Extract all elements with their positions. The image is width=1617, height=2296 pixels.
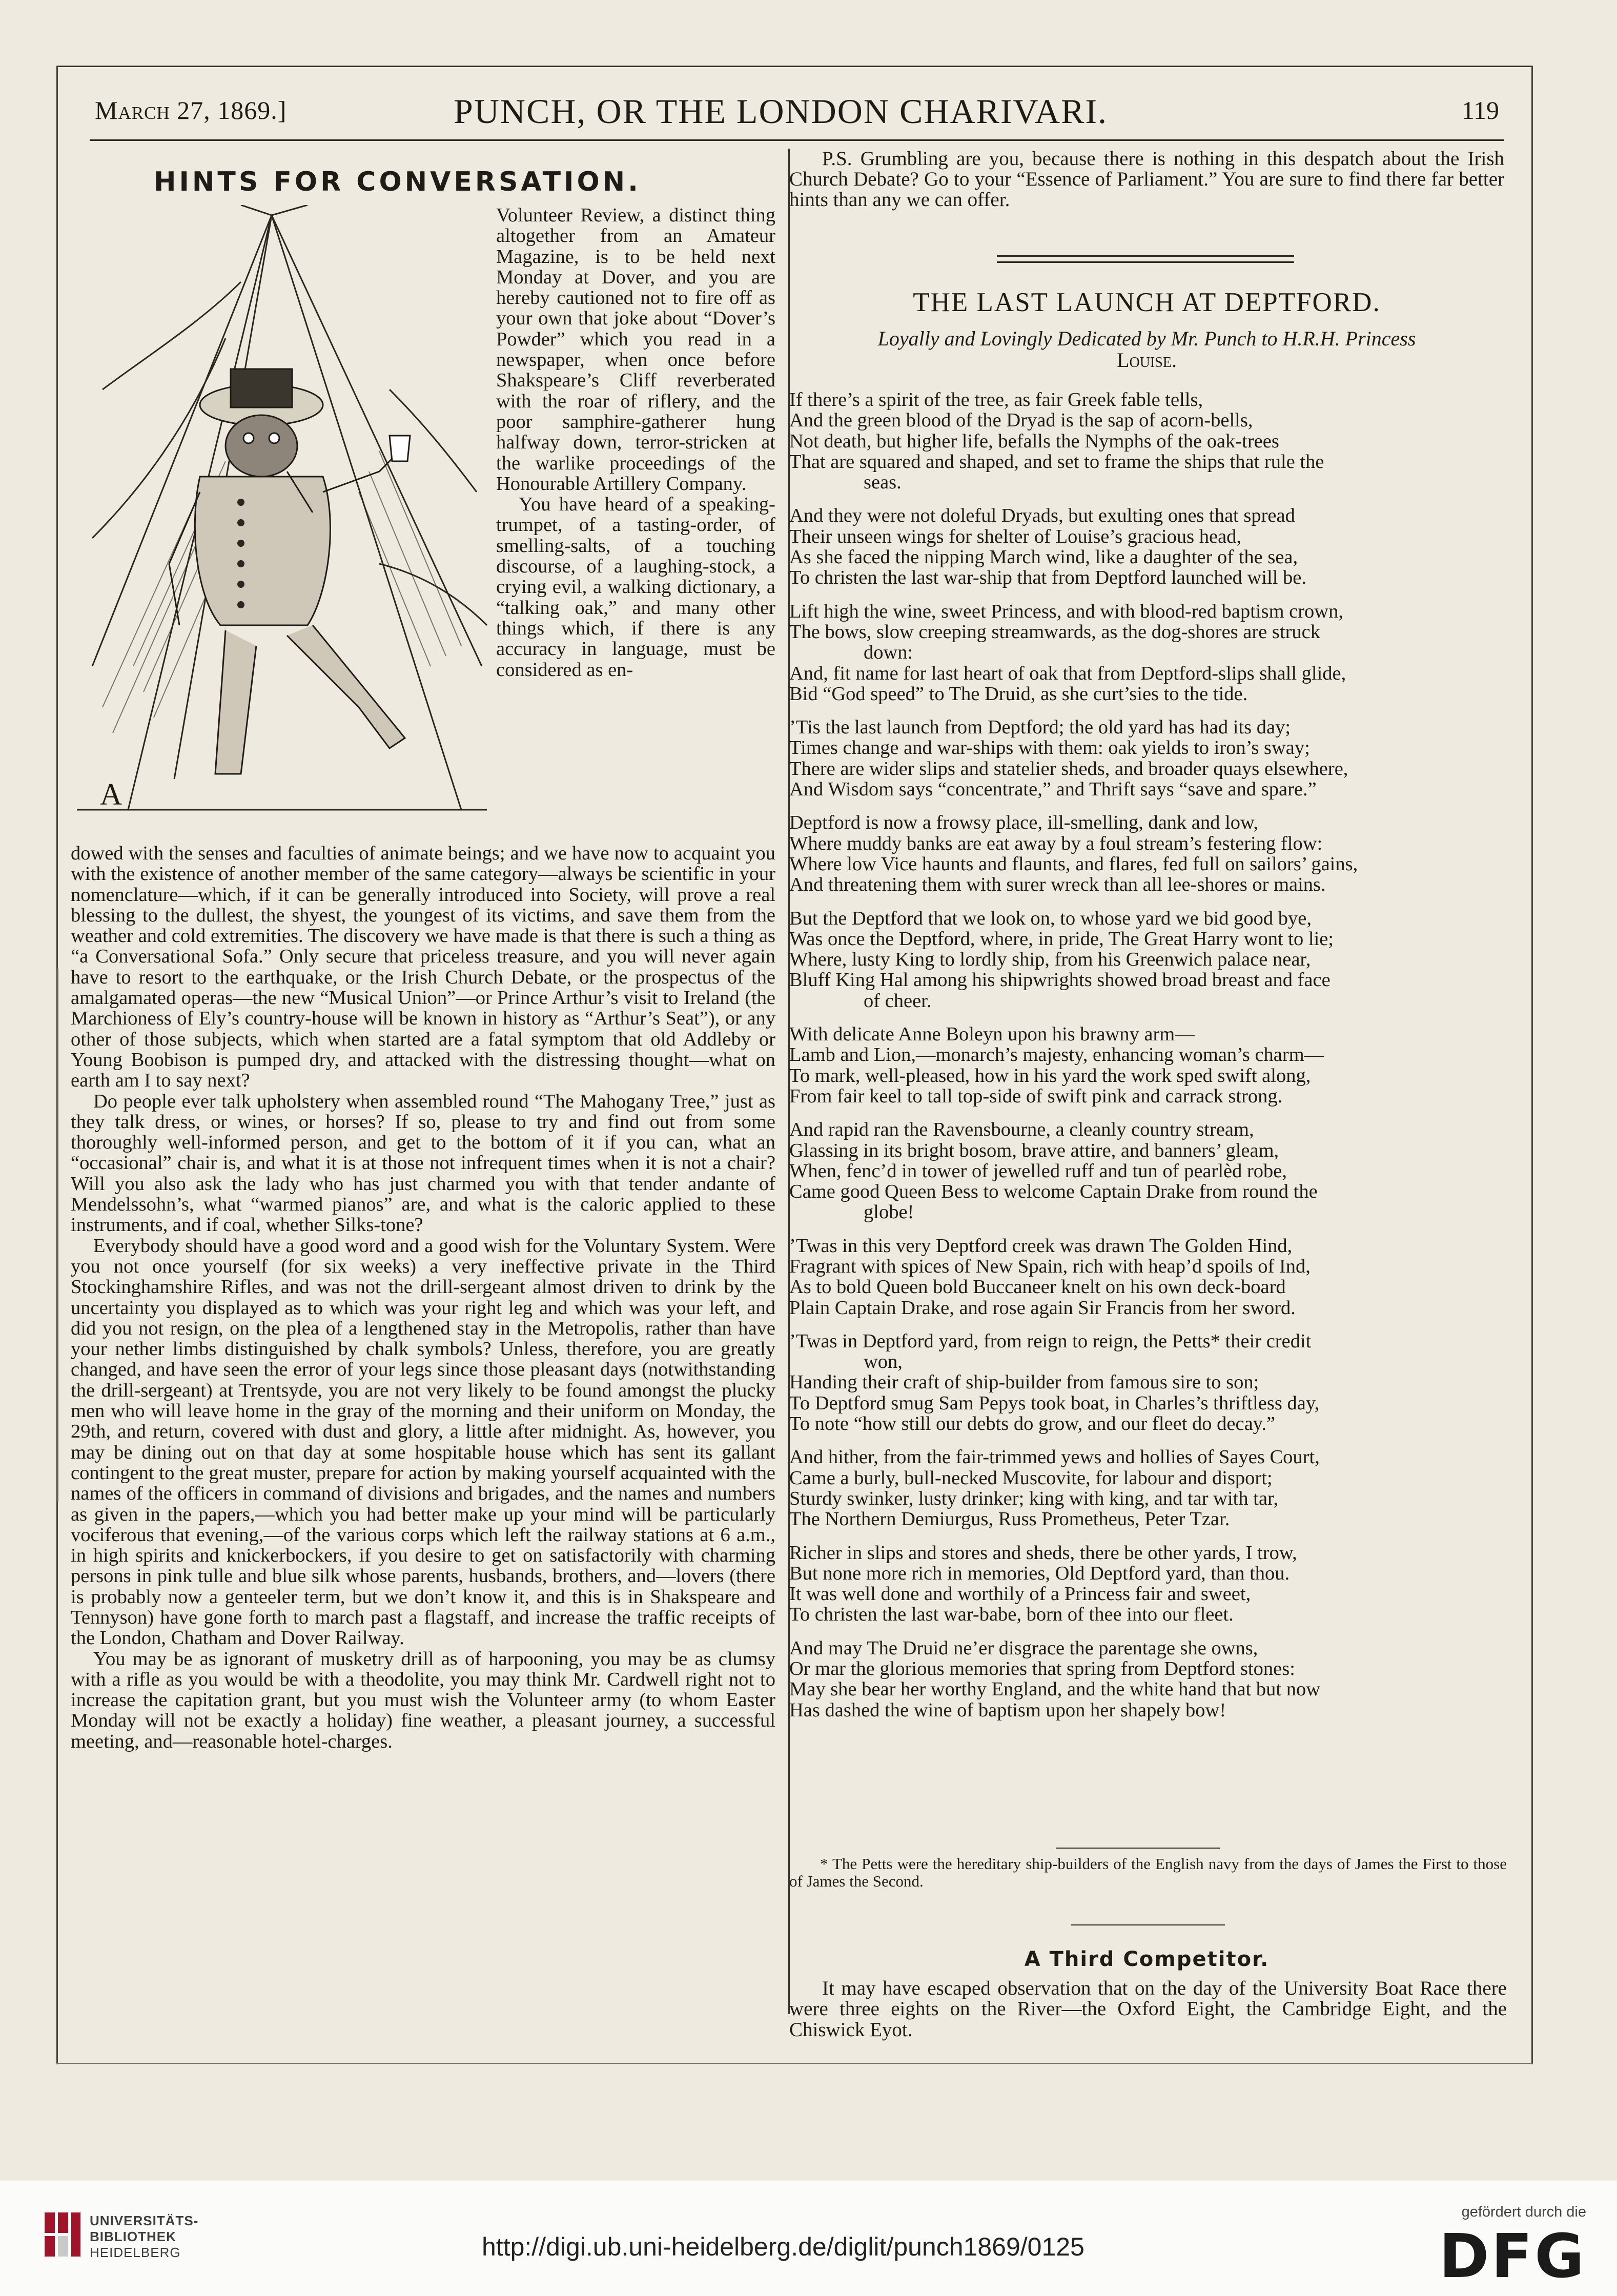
poem-line: To mark, well-pleased, how in his yard the work sped swift along, — [789, 1064, 1311, 1086]
hints-paragraph: You have heard of a speaking-trumpet, of a tasting-order, of smelling-salts, of a touching discourse, of a laughing-stock, a crying evil, a walking dictionary, a “talking oak,” and many other things which, if there is any accuracy in language, must be considered as en- — [496, 494, 775, 681]
third-competitor-text: It may have escaped observation that on the day of the University Boat Race there were three eights on the River—the Oxford Eight, the Cambridge Eight, and the Chiswick Eyot. — [789, 1977, 1507, 2041]
right-border — [1531, 66, 1533, 2064]
poem-stanza — [789, 1543, 1507, 1625]
university-library-icon — [44, 2211, 82, 2260]
poem-line: Bid “God speed” to The Druid, as she curt’sies to the tide. — [789, 683, 1248, 705]
poem-line: ’Twas in Deptford yard, from reign to reign, the Petts* their credit — [789, 1330, 1312, 1352]
poem-line: Or mar the glorious memories that spring from Deptford stones: — [789, 1658, 1295, 1680]
issue-date: March 27, 1869.] — [95, 96, 287, 125]
poem-stanza — [789, 717, 1507, 799]
poem-stanza — [789, 1024, 1507, 1106]
volunteer-tent-illustration — [72, 205, 492, 840]
dedication-line: Louise. — [1117, 348, 1177, 372]
digitization-footer — [0, 2181, 1617, 2296]
poem-line: And they were not doleful Dryads, but exulting ones that spread — [789, 505, 1295, 527]
bottom-border — [56, 2063, 1532, 2064]
double-rule — [997, 255, 1294, 263]
poem-line: ’Tis the last launch from Deptford; the old yard has had its day; — [789, 716, 1291, 739]
page-header — [90, 91, 1504, 137]
poem-line: From fair keel to tall top-side of swift pink and carrack strong. — [789, 1085, 1283, 1107]
poem-line: To note “how still our debts do grow, and our fleet do decay.” — [789, 1413, 1276, 1435]
poem-line: If there’s a spirit of the tree, as fair Greek fable tells, — [789, 389, 1203, 411]
poem-stanza — [789, 812, 1507, 895]
poem-line: Came a burly, bull-necked Muscovite, for labour and disport; — [789, 1467, 1273, 1489]
source-url-link[interactable]: http://digi.ub.uni-heidelberg.de/diglit/punch1869/0125 — [482, 2232, 1084, 2261]
poem-line: And may The Druid ne’er disgrace the parentage she owns, — [789, 1637, 1258, 1659]
poem-stanza — [789, 1331, 1507, 1434]
poem-line: When, fenc’d in tower of jewelled ruff and tun of pearlèd robe, — [789, 1160, 1287, 1182]
poem-line: And, fit name for last heart of oak that from Deptford-slips shall glide, — [789, 662, 1346, 684]
poem-line: Bluff King Hal among his shipwrights showed broad breast and face — [789, 969, 1331, 991]
poem-line: To christen the last war-ship that from Deptford launched will be. — [789, 567, 1307, 589]
poem-stanza — [789, 389, 1507, 493]
poem-stanza — [789, 1236, 1507, 1318]
poem-line: globe! — [864, 1201, 914, 1223]
poem-line: Richer in slips and stores and sheds, there be other yards, I trow, — [789, 1542, 1297, 1564]
poem-line: Has dashed the wine of baptism upon her shapely bow! — [789, 1699, 1226, 1721]
poem-line: Deptford is now a frowsy place, ill-smelling, dank and low, — [789, 812, 1258, 834]
library-name-line: UNIVERSITÄTS- — [90, 2213, 199, 2228]
masthead-title: PUNCH, OR THE LONDON CHARIVARI. — [454, 92, 1108, 131]
poem-body — [789, 389, 1507, 1733]
hints-paragraph: Do people ever talk upholstery when assembled round “The Mahogany Tree,” just as they talk dress, or wines, or horses? If so, please to try and find out from some thoroughly well-informed person, and get to the bottom of it if you can, what an “occasional” chair is, and what it is at those not infrequent times when it is not a chair? Will you also ask the lady who has just charmed you with that tender andante of Mendelssohn’s, what “warmed pianos” are, and what is the caloric applied to these instruments, and if coal, whether Silks-tone? — [71, 1090, 775, 1236]
poem-line: And rapid ran the Ravensbourne, a cleanly country stream, — [789, 1119, 1254, 1141]
poem-line: Where, lusty King to lordly ship, from his Greenwich palace near, — [789, 949, 1311, 971]
poem-line: To Deptford smug Sam Pepys took boat, in Charles’s thriftless day, — [789, 1392, 1320, 1414]
hints-intro — [496, 205, 775, 680]
poem-line: But the Deptford that we look on, to whose yard we bid good bye, — [789, 907, 1312, 929]
poem-line: of cheer. — [864, 990, 932, 1012]
footnote-rule — [1056, 1848, 1220, 1849]
poem-title: THE LAST LAUNCH AT DEPTFORD. — [913, 288, 1381, 317]
poem-stanza — [789, 1119, 1507, 1222]
poem-line: Sturdy swinker, lusty drinker; king with king, and tar with tar, — [789, 1487, 1278, 1509]
poem-dedication — [789, 328, 1504, 371]
third-competitor-title: A Third Competitor. — [1024, 1947, 1270, 1971]
poem-stanza — [789, 1638, 1507, 1720]
poem-stanza — [789, 505, 1507, 588]
poem-line: As to bold Queen bold Buccaneer knelt on his own deck-board — [789, 1276, 1286, 1298]
margin-mark — [57, 969, 58, 1502]
poem-line: Plain Captain Drake, and rose again Sir Francis from her sword. — [789, 1297, 1296, 1319]
poem-stanza — [789, 908, 1507, 1011]
hints-paragraph: Everybody should have a good word and a good wish for the Voluntary System. Were you not once yourself (for six weeks) a very ineffective private in the Third Stockinghamshire Rifles, and was not the drill-sergeant almost driven to drink by the uncertainty you displayed as to which was your right leg and which was your left, and did you not resign, on the plea of a lengthened stay in the Metropolis, rather than have your nether limbs distinguished by chalk symbols? Unless, therefore, you are greatly changed, and have seen the error of your legs since those pleasant days (notwithstanding the drill-sergeant) at Trentsyde, you are not very likely to be found amongst the plucky men who will leave home in the gray of the morning and their uniform on Monday, the 29th, and return, covered with dust and glory, a little after midnight. As, however, you may be dining out on that day at some hospitable house which has sent its gallant contingent to the great muster, prepare for action by making yourself acquainted with the names of the officers in command of divisions and brigades, and the names and numbers as given in the papers,—which you had better make up your mind will be particularly vociferous that evening,—of the various corps which left the railway stations at 6 a.m., in high spirits and knickerbockers, if you desire to get on satisfactorily with charming persons in pink tulle and blue silk whose parents, husbands, brothers, and—lovers (there is probably now a genteeler term, but we don’t know it, and this is in Shakspeare and Tennyson) have gone forth to march past a flagstaff, and increase the traffic receipts of the London, Chatham and Dover Railway. — [71, 1235, 775, 1649]
poem-line: Their unseen wings for shelter of Louise’s gracious head, — [789, 525, 1242, 547]
poem-line: May she bear her worthy England, and the white hand that but now — [789, 1678, 1321, 1700]
page-number: 119 — [1461, 96, 1499, 125]
poem-line: won, — [864, 1351, 903, 1373]
hints-paragraph: You may be as ignorant of musketry drill as of harpooning, you may be as clumsy with a rifle as you would be with a theodolite, you may think Mr. Cardwell right not to increase the capitation grant, but you must wish the Volunteer army (to whom Easter Monday will not be exactly a holiday) fine weather, a pleasant journey, a successful meeting, and—reasonable hotel-charges. — [71, 1648, 775, 1752]
poem-line: There are wider slips and statelier sheds, and broader quays elsewhere, — [789, 757, 1348, 780]
poem-line: Lift high the wine, sweet Princess, and with blood-red baptism crown, — [789, 600, 1343, 622]
poem-line: But none more rich in memories, Old Deptford yard, than thou. — [789, 1562, 1290, 1584]
poem-line: Fragrant with spices of New Spain, rich with heap’d spoils of Ind, — [789, 1255, 1311, 1277]
poem-line: Came good Queen Bess to welcome Captain Drake from round the — [789, 1181, 1318, 1203]
poem-line: To christen the last war-babe, born of thee into our fleet. — [789, 1604, 1234, 1626]
library-name — [90, 2213, 198, 2261]
poem-line: As she faced the nipping March wind, like a daughter of the sea, — [789, 546, 1298, 568]
header-rule — [90, 139, 1504, 141]
poem-line: With delicate Anne Boleyn upon his brawny arm— — [789, 1023, 1195, 1046]
dedication-line: Loyally and Lovingly Dedicated by Mr. Punch to H.R.H. Princess — [877, 327, 1416, 350]
poem-line: And hither, from the fair-trimmed yews and hollies of Sayes Court, — [789, 1446, 1320, 1468]
poem-line: That are squared and shaped, and set to frame the ships that rule the — [789, 450, 1324, 473]
hints-paragraph: Volunteer Review, a distinct thing altogether from an Amateur Magazine, is to be held next Monday at Dover, and you are hereby cautioned not to fire off as your own that joke about “Dover’s Powder” which you read in a newspaper, when once before Shakspeare’s Cliff reverberated with the roar of riflery, and the poor samphire-gatherer hung halfway down, terror-stricken at the warlike proceedings of the Honourable Artillery Company. — [496, 204, 775, 495]
poem-line: Times change and war-ships with them: oak yields to iron’s sway; — [789, 737, 1310, 759]
poem-line: seas. — [864, 471, 902, 494]
poem-line: Glassing in its bright bosom, brave attire, and banners’ gleam, — [789, 1139, 1279, 1161]
postscript: P.S. Grumbling are you, because there is nothing in this despatch about the Irish Church Debate? Go to your “Essence of Parliament.” You are sure to find there far better hints than any we can offer. — [789, 148, 1504, 211]
poem-line: Handing their craft of ship-builder from famous sire to son; — [789, 1371, 1259, 1393]
library-name-line: HEIDELBERG — [90, 2245, 181, 2260]
poem-line: And the green blood of the Dryad is the sap of acorn-bells, — [789, 409, 1253, 432]
poem-stanza — [789, 1447, 1507, 1529]
funding-note: gefördert durch die — [1461, 2204, 1586, 2220]
poem-stanza — [789, 601, 1507, 704]
poem-line: Where muddy banks are eat away by a foul stream’s festering flow: — [789, 832, 1323, 854]
dfg-logo: DFG — [1439, 2221, 1586, 2291]
illustrator-signature: A — [100, 777, 122, 811]
library-name-line: BIBLIOTHEK — [90, 2229, 176, 2244]
poem-line: ’Twas in this very Deptford creek was drawn The Golden Hind, — [789, 1235, 1293, 1257]
section-rule — [1071, 1924, 1225, 1925]
poem-line: It was well done and worthily of a Princess fair and sweet, — [789, 1583, 1251, 1605]
top-border — [56, 66, 1532, 67]
poem-line: down: — [864, 642, 913, 664]
poem-line: Was once the Deptford, where, in pride, The Great Harry wont to lie; — [789, 928, 1334, 950]
poem-line: And Wisdom says “concentrate,” and Thrift says “save and spare.” — [789, 778, 1317, 801]
hints-paragraph: dowed with the senses and faculties of animate beings; and we have now to acquaint you with the existence of another member of the same category—always be scientific in your nomenclature—which, if it can be generally introduced into Society, will prove a real blessing to the dullest, the shyest, the youngest of its victims, and save them from the weather and cold extremities. The discovery we have made is that there is such a thing as “a Conversational Sofa.” Only secure that priceless treasure, and you will never again have to resort to the earthquake, or the Irish Church Debate, or the prospectus of the amalgamated operas—the new “Musical Union”—or Prince Arthur’s visit to Ireland (the Marchioness of Ely’s country-house will be known in history as “Arthur’s Seat”), or any other of those subjects, which when started are a fatal symptom that old Addleby or Young Boobison is pumped dry, and attacked with the distressing thought—what on earth am I to say next? — [71, 843, 775, 1092]
poem-line: Lamb and Lion,—monarch’s majesty, enhancing woman’s charm— — [789, 1044, 1324, 1066]
footnote: * The Petts were the hereditary ship-builders of the English navy from the days of James the First to those of James the Second. — [789, 1855, 1507, 1890]
hints-body — [71, 843, 775, 1752]
poem-line: The Northern Demiurgus, Russ Prometheus, Peter Tzar. — [789, 1508, 1230, 1530]
hints-title: HINTS FOR CONVERSATION. — [154, 167, 641, 197]
poem-line: Where low Vice haunts and flaunts, and flares, fed full on sailors’ gains, — [789, 853, 1358, 875]
poem-line: The bows, slow creeping streamwards, as the dog-shores are struck — [789, 621, 1320, 643]
poem-line: And threatening them with surer wreck than all lee-shores or mains. — [789, 874, 1326, 896]
poem-line: Not death, but higher life, befalls the Nymphs of the oak-trees — [789, 430, 1279, 452]
